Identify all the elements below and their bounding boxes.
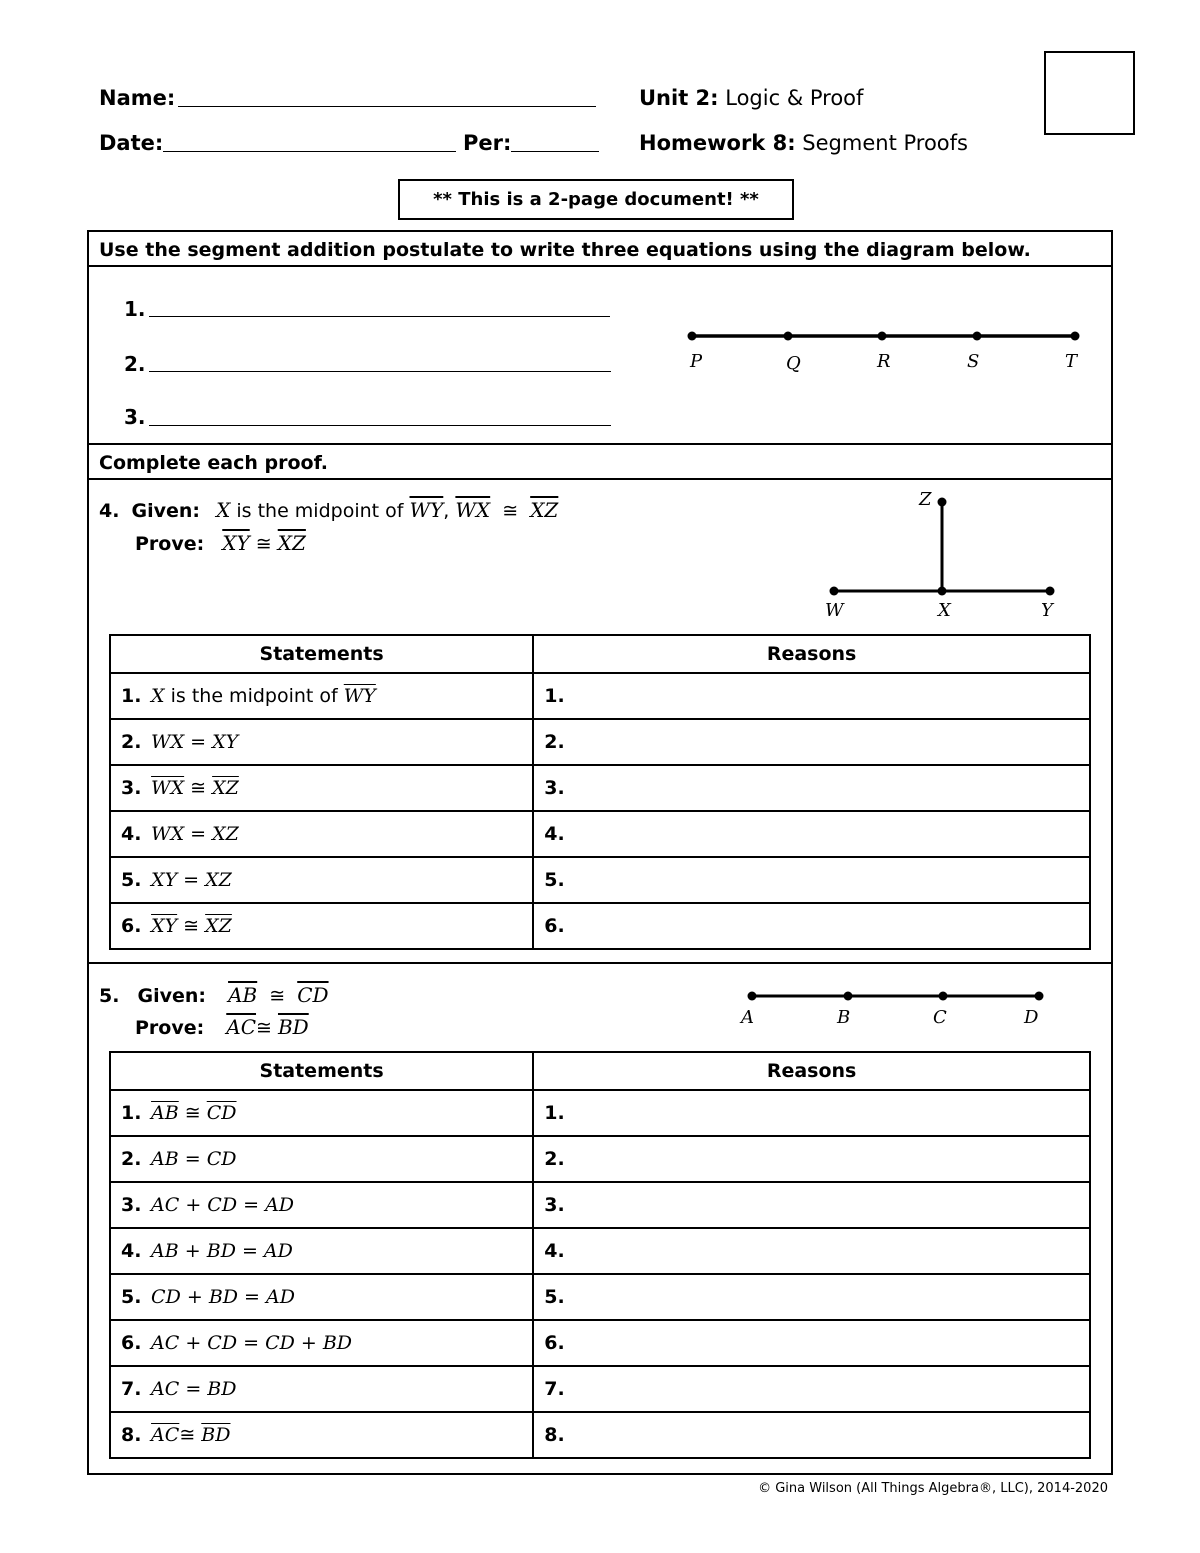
statement-cell: 4. WX = XZ xyxy=(110,811,533,857)
problem-number: 4. xyxy=(99,500,120,522)
reason-cell[interactable]: 3. xyxy=(533,1182,1090,1228)
unit-title: Logic & Proof xyxy=(725,86,864,110)
prove-segment: $\overline{XZ}$ xyxy=(277,531,306,555)
point-dot xyxy=(973,332,982,341)
prove-label: Prove: xyxy=(135,533,205,555)
copyright-text: © Gina Wilson (All Things Algebra®, LLC), 2014-2020 xyxy=(758,1481,1108,1496)
statements-header: Statements xyxy=(110,1052,533,1090)
point-label: X xyxy=(938,600,951,621)
reason-cell[interactable]: 2. xyxy=(533,1136,1090,1182)
table-row xyxy=(110,1136,1090,1182)
congruent-symbol: ≅ xyxy=(269,985,286,1007)
table-row xyxy=(110,1228,1090,1274)
date-label: Date: xyxy=(99,131,164,155)
prove-segment: $\overline{XY}$ xyxy=(222,531,250,555)
reasons-header: Reasons xyxy=(533,1052,1090,1090)
name-field[interactable] xyxy=(178,106,596,107)
problem4-prove xyxy=(135,531,306,555)
statement-cell: 5. XY = XZ xyxy=(110,857,533,903)
reason-cell[interactable]: 2. xyxy=(533,719,1090,765)
notice-text: ** This is a 2-page document! ** xyxy=(433,189,759,210)
unit-heading xyxy=(639,86,863,110)
prove-segment: $\overline{AC}$ xyxy=(226,1015,257,1039)
date-field[interactable] xyxy=(163,151,456,152)
point-label: R xyxy=(877,351,891,372)
point-dot xyxy=(878,332,887,341)
point-label: P xyxy=(690,351,703,372)
reason-cell[interactable]: 6. xyxy=(533,903,1090,949)
table-row xyxy=(110,1090,1090,1136)
period-label: Per: xyxy=(463,131,512,155)
reason-cell[interactable]: 4. xyxy=(533,811,1090,857)
section2-instruction: Complete each proof. xyxy=(99,452,329,474)
unit-label: Unit 2: xyxy=(639,86,719,110)
homework-heading xyxy=(639,131,968,155)
point-label: D xyxy=(1024,1007,1039,1028)
reason-cell[interactable]: 4. xyxy=(533,1228,1090,1274)
equation-blank-1[interactable] xyxy=(149,316,610,317)
table-row xyxy=(110,673,1090,719)
divider xyxy=(88,962,1113,964)
given-label: Given: xyxy=(131,500,201,522)
given-label: Given: xyxy=(137,985,207,1007)
point-dot xyxy=(938,587,947,596)
point-dot xyxy=(1035,992,1044,1001)
point-label: Z xyxy=(919,489,932,510)
table-row xyxy=(110,811,1090,857)
equation-blank-2[interactable] xyxy=(149,371,611,372)
period-field[interactable] xyxy=(511,151,599,152)
section1-instruction: Use the segment addition postulate to write three equations using the diagram below. xyxy=(99,239,1031,261)
point-dot xyxy=(844,992,853,1001)
point-label: Q xyxy=(786,353,801,374)
proof-table-4 xyxy=(109,634,1091,950)
given-segment: $\overline{CD}$ xyxy=(297,983,329,1007)
reason-cell[interactable]: 5. xyxy=(533,1274,1090,1320)
reason-cell[interactable]: 5. xyxy=(533,857,1090,903)
statement-cell: 6. $\overline{XY}$ ≅ $\overline{XZ}$ xyxy=(110,903,533,949)
score-box[interactable] xyxy=(1044,51,1135,135)
given-segment: $\overline{XZ}$ xyxy=(530,498,559,522)
equation-blank-3[interactable] xyxy=(149,425,611,426)
proof-table-5 xyxy=(109,1051,1091,1459)
reason-cell[interactable]: 1. xyxy=(533,1090,1090,1136)
reason-cell[interactable]: 1. xyxy=(533,673,1090,719)
problem4-given xyxy=(99,498,558,522)
point-dot xyxy=(830,587,839,596)
statement-cell: 8. $\overline{AC}≅$ $\overline{BD}$ xyxy=(110,1412,533,1458)
blank-number: 2. xyxy=(124,352,146,376)
point-label: Y xyxy=(1041,600,1053,621)
point-label: S xyxy=(967,351,980,372)
table-row xyxy=(110,1366,1090,1412)
reasons-header: Reasons xyxy=(533,635,1090,673)
given-separator: , xyxy=(443,500,450,522)
statement-cell: 6. AC + CD = CD + BD xyxy=(110,1320,533,1366)
table-row xyxy=(110,719,1090,765)
statement-cell: 7. AC = BD xyxy=(110,1366,533,1412)
statement-cell: 3. $\overline{WX}$ ≅ $\overline{XZ}$ xyxy=(110,765,533,811)
statement-cell: 5. CD + BD = AD xyxy=(110,1274,533,1320)
homework-label: Homework 8: xyxy=(639,131,796,155)
reason-cell[interactable]: 7. xyxy=(533,1366,1090,1412)
point-label: T xyxy=(1065,351,1078,372)
table-row xyxy=(110,857,1090,903)
table-row xyxy=(110,1320,1090,1366)
prove-label: Prove: xyxy=(135,1017,205,1039)
point-label: B xyxy=(837,1007,851,1028)
segment-diagram-pqrst xyxy=(680,320,1090,380)
point-dot xyxy=(1046,587,1055,596)
statement-cell: 1. X is the midpoint of $\overline{WY}$ xyxy=(110,673,533,719)
statement-cell: 3. AC + CD = AD xyxy=(110,1182,533,1228)
blank-number: 3. xyxy=(124,405,146,429)
statement-cell: 1. $\overline{AB}$ ≅ $\overline{CD}$ xyxy=(110,1090,533,1136)
diagram-wxyz xyxy=(815,485,1065,625)
divider xyxy=(88,265,1113,267)
given-segment: $\overline{AB}$ xyxy=(228,983,258,1007)
table-row xyxy=(110,1182,1090,1228)
homework-title: Segment Proofs xyxy=(802,131,968,155)
prove-segment: $\overline{BD}$ xyxy=(277,1015,309,1039)
statement-cell: 2. WX = XY xyxy=(110,719,533,765)
given-segment: $\overline{WY}$ xyxy=(409,498,444,522)
point-label: A xyxy=(741,1007,754,1028)
reason-cell[interactable]: 3. xyxy=(533,765,1090,811)
congruent-symbol: ≅ xyxy=(255,533,272,555)
statements-header: Statements xyxy=(110,635,533,673)
divider xyxy=(88,478,1113,480)
problem5-prove xyxy=(135,1015,309,1039)
blank-number: 1. xyxy=(124,297,146,321)
problem-number: 5. xyxy=(99,985,120,1007)
congruent-symbol: ≅ xyxy=(502,500,519,522)
given-segment: $\overline{WX}$ xyxy=(455,498,491,522)
point-dot xyxy=(748,992,757,1001)
table-row xyxy=(110,1412,1090,1458)
problem5-given xyxy=(99,983,329,1007)
point-label: C xyxy=(933,1007,947,1028)
point-dot xyxy=(688,332,697,341)
segment-diagram-abcd xyxy=(735,980,1055,1035)
point-dot xyxy=(938,498,947,507)
statement-cell: 4. AB + BD = AD xyxy=(110,1228,533,1274)
point-dot xyxy=(939,992,948,1001)
statement-cell: 2. AB = CD xyxy=(110,1136,533,1182)
divider xyxy=(88,443,1113,445)
point-dot xyxy=(1071,332,1080,341)
reason-cell[interactable]: 6. xyxy=(533,1320,1090,1366)
table-row xyxy=(110,903,1090,949)
congruent-symbol: ≅ xyxy=(256,1017,272,1039)
point-dot xyxy=(784,332,793,341)
notice-box xyxy=(398,179,794,220)
reason-cell[interactable]: 8. xyxy=(533,1412,1090,1458)
given-text: is the midpoint of xyxy=(236,500,404,522)
point-label: W xyxy=(825,600,844,621)
given-point: X xyxy=(216,498,231,522)
table-row xyxy=(110,1274,1090,1320)
name-label: Name: xyxy=(99,86,176,110)
table-row xyxy=(110,765,1090,811)
